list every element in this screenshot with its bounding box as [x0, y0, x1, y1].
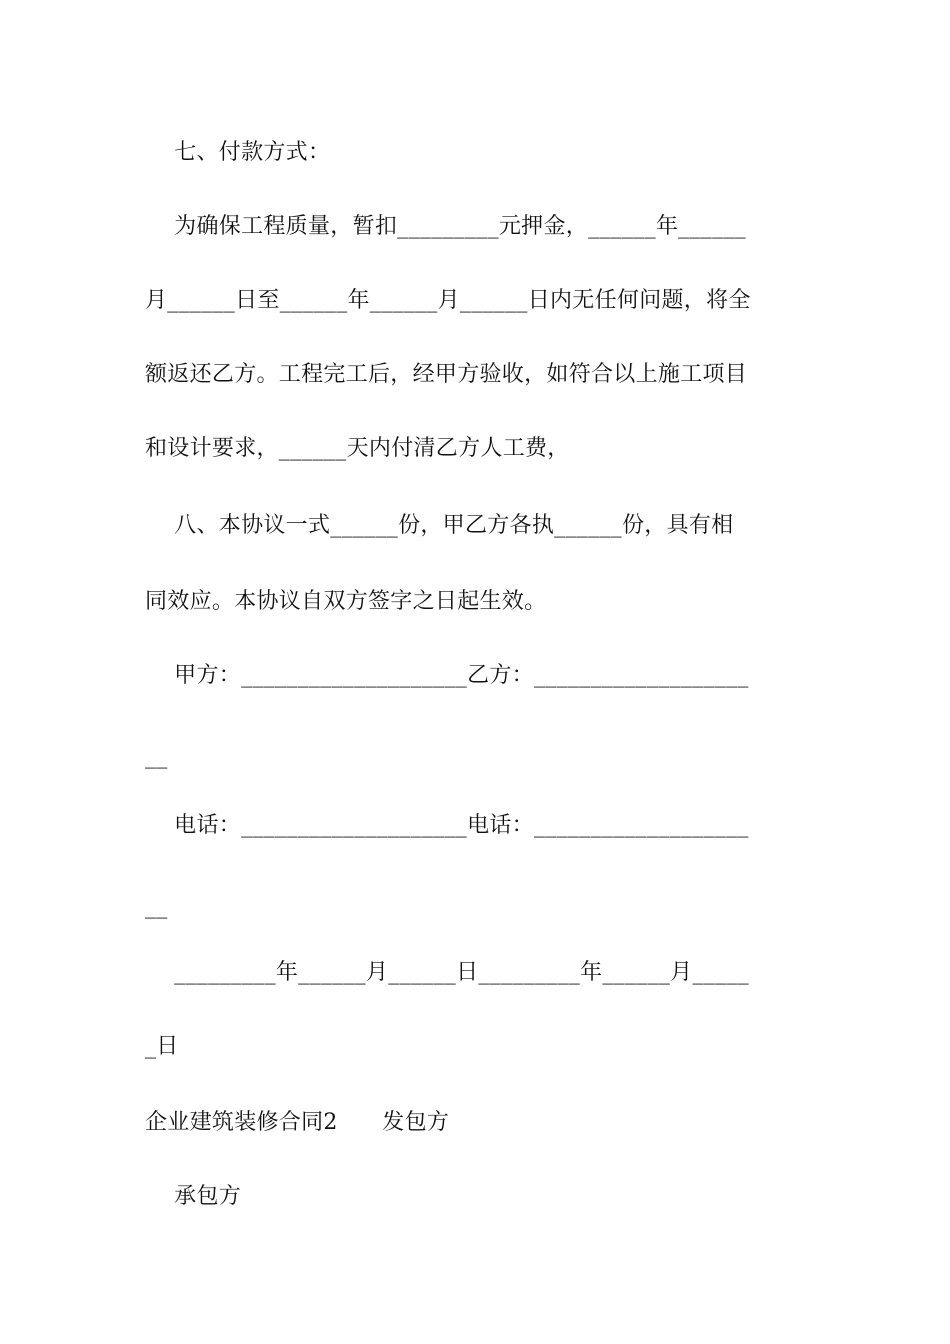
phone-continuation: __ [145, 894, 168, 919]
payment-text-line-3: 额返还乙方。工程完工后，经甲方验收，如符合以上施工项目 [145, 362, 748, 387]
date-line: _________年______月______日_________年______月_____ [145, 960, 749, 985]
payment-text-line-2: 月______日至______年______月______日内无任何问题，将全 [145, 288, 751, 313]
date-continuation: _日 [145, 1034, 179, 1059]
party-signature-line: 甲方：____________________乙方：___________________ [145, 663, 749, 688]
party-signature-continuation: __ [145, 744, 168, 769]
contractor-line: 承包方 [145, 1184, 242, 1209]
section-8-line-1: 八、本协议一式______份，甲乙方各执______份，具有相 [145, 513, 734, 538]
section-7-heading: 七、付款方式： [145, 140, 331, 165]
section-8-line-2: 同效应。本协议自双方签字之日起生效。 [145, 589, 547, 614]
payment-text-line-4: 和设计要求，______天内付清乙方人工费， [145, 436, 570, 461]
contract-title-line: 企业建筑装修合同2 发包方 [145, 1110, 450, 1135]
payment-text-line-1: 为确保工程质量，暂扣_________元押金，______年______ [145, 214, 746, 239]
phone-line: 电话：____________________电话：___________________ [145, 813, 749, 838]
